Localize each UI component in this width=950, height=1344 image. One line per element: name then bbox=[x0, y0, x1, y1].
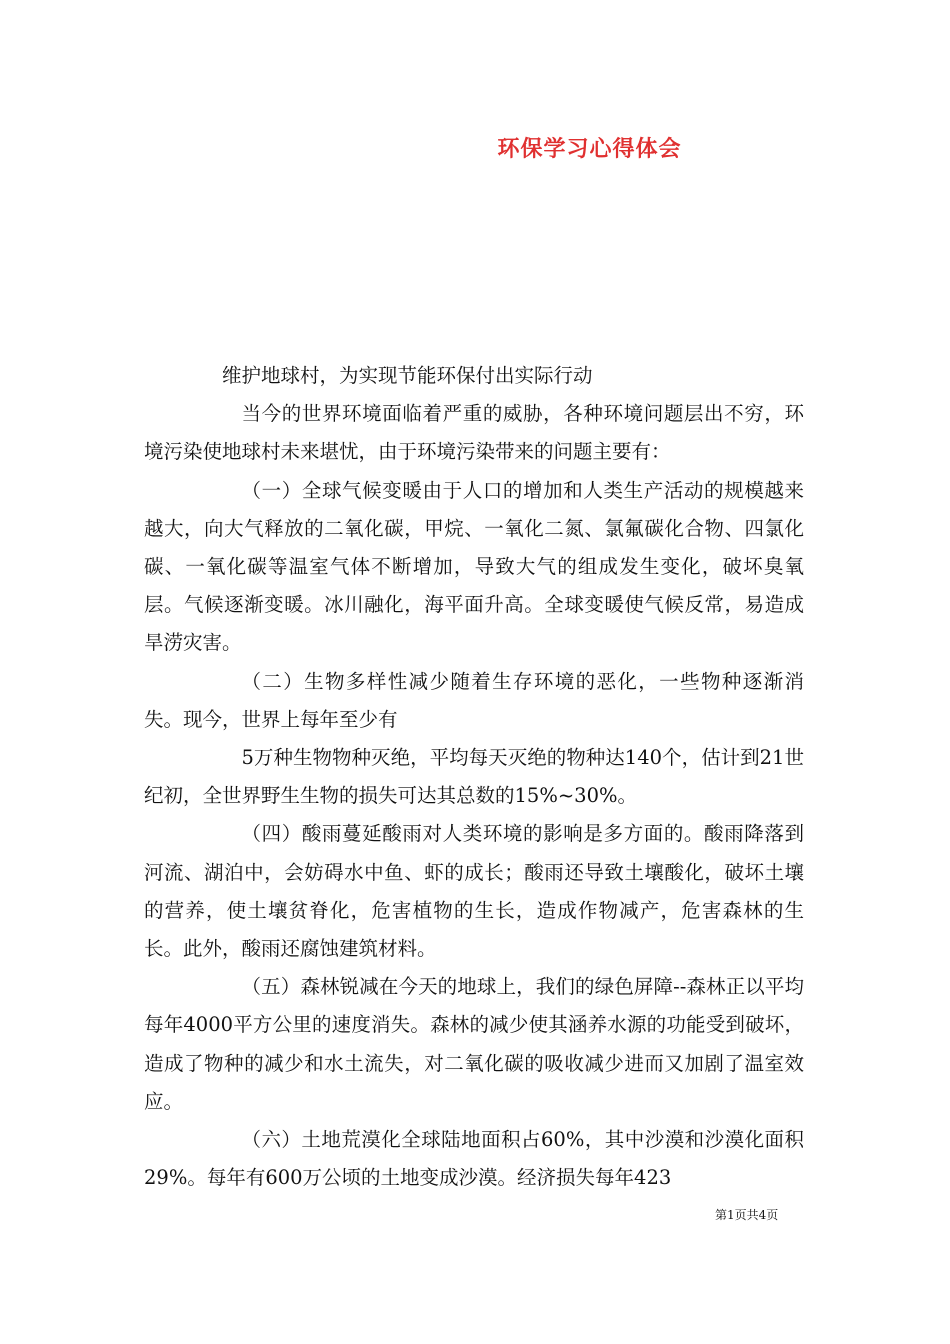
paragraph-acid-rain: （四）酸雨蔓延酸雨对人类环境的影响是多方面的。酸雨降落到河流、湖泊中，会妨碍水中鱼、虾的成长；酸雨还导致土壤酸化，破坏土壤的营养，使土壤贫脊化，危害植物的生长，造成作物减产，危害森林的生长。此外，酸雨还腐蚀建筑材料。 bbox=[144, 822, 804, 961]
paragraph-desertification: （六）土地荒漠化全球陆地面积占60%，其中沙漠和沙漠化面积29%。每年有600万公顷的土地变成沙漠。经济损失每年423 bbox=[144, 1128, 804, 1190]
page-footer: 第1页共4页 bbox=[715, 1208, 779, 1222]
paragraph-intro-heading: 维护地球村，为实现节能环保付出实际行动 bbox=[222, 364, 593, 387]
document-body bbox=[144, 357, 804, 1197]
paragraph-biodiversity: （二）生物多样性减少随着生存环境的恶化，一些物种逐渐消失。现今，世界上每年至少有 bbox=[144, 669, 804, 731]
document-title: 环保学习心得体会 bbox=[497, 136, 682, 162]
paragraph-overview: 当今的世界环境面临着严重的威胁，各种环境问题层出不穷，环境污染使地球村未来堪忧，由于环境污染带来的问题主要有： bbox=[144, 402, 804, 464]
paragraph-deforestation: （五）森林锐减在今天的地球上，我们的绿色屏障--森林正以平均每年4000平方公里的速度消失。森林的减少使其涵养水源的功能受到破坏，造成了物种的减少和水土流失，对二氧化碳的吸收减少进而又加剧了温室效应。 bbox=[144, 975, 804, 1113]
paragraph-climate-warming: （一）全球气候变暖由于人口的增加和人类生产活动的规模越来越大，向大气释放的二氧化碳，甲烷、一氧化二氮、氯氟碳化合物、四氯化碳、一氧化碳等温室气体不断增加，导致大气的组成发生变化，破坏臭氧层。气候逐渐变暖。冰川融化，海平面升高。全球变暖使气候反常，易造成旱涝灾害。 bbox=[144, 478, 804, 655]
paragraph-species-extinction: 5万种生物物种灭绝，平均每天灭绝的物种达140个，估计到21世纪初，全世界野生生物的损失可达其总数的15%~30%。 bbox=[144, 746, 804, 808]
